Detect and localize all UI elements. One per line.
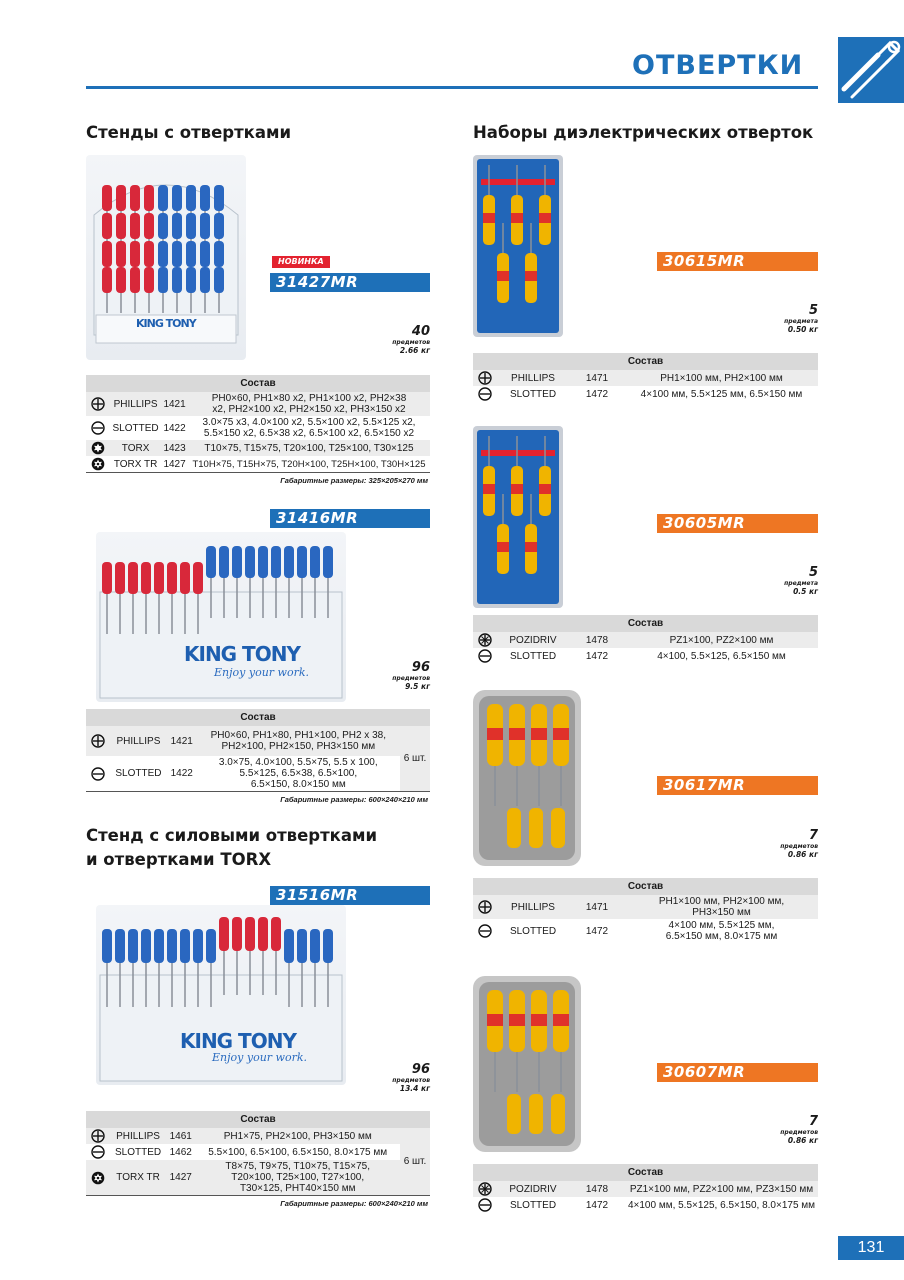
screwdriver-handle	[144, 185, 154, 211]
screwdriver-handle	[128, 562, 138, 594]
torx-icon	[91, 441, 105, 455]
item-count: 5	[808, 565, 818, 580]
screwdriver-handle	[245, 917, 255, 951]
screwdriver-handle	[186, 241, 196, 267]
screwdriver-handle	[130, 185, 140, 211]
screwdriver-handle	[310, 546, 320, 578]
bit-series: 1472	[585, 1199, 609, 1211]
bit-type: SLOTTED	[509, 925, 557, 937]
bit-sizes: 5.5×150 x2, 6.5×38 x2, 6.5×100 x2, 6.5×150 x2	[203, 428, 415, 439]
section-title-line: Стенд с силовыми отвертками	[86, 826, 378, 845]
bit-series: 1422	[163, 422, 186, 434]
slotted-icon	[478, 387, 492, 401]
screwdriver-handle	[144, 213, 154, 239]
screwdriver-handle	[154, 929, 164, 963]
stand-31416-photo	[96, 532, 346, 702]
table-row	[473, 648, 818, 664]
stand-31427-photo	[86, 155, 246, 360]
bit-series: 1471	[569, 370, 625, 386]
bit-type: SLOTTED	[509, 1199, 557, 1211]
product-code-31427MR: 31427MR	[270, 273, 430, 292]
item-unit: предметов	[780, 1129, 818, 1136]
phillips-icon	[91, 1129, 105, 1143]
screwdriver-handle	[186, 185, 196, 211]
torx-tr-icon	[91, 457, 105, 471]
item-count: 40	[411, 324, 430, 339]
handle-band	[525, 271, 537, 281]
bit-series: 1471	[569, 895, 625, 919]
dimensions-note: Габаритные размеры: 600×240×210 мм	[86, 1196, 430, 1211]
stand-brand-logo: KING TONY	[180, 1029, 296, 1053]
bit-type: POZIDRIV	[497, 1181, 569, 1197]
pozidriv-icon	[478, 1182, 492, 1196]
screwdriver-handle	[232, 546, 242, 578]
bit-sizes: PH0×60, PH1×80, PH1×100, PH2 x 38,	[210, 730, 386, 741]
table-row	[86, 456, 430, 473]
composition-table-30617MR	[473, 878, 818, 943]
bit-type: PHILLIPS	[110, 392, 161, 416]
bit-type: TORX TR	[113, 458, 158, 470]
bit-sizes: 6.5×150 мм, 8.0×175 мм	[665, 931, 778, 942]
screwdriver-handle	[116, 267, 126, 293]
screwdriver-handle	[144, 241, 154, 267]
bit-sizes: PZ1×100, PZ2×100 мм	[625, 632, 818, 648]
screwdriver-handle	[297, 546, 307, 578]
screwdriver-handle	[102, 185, 112, 211]
table-row	[473, 919, 818, 943]
product-code-30607MR: 30607MR	[657, 1063, 818, 1082]
product-code-31516MR: 31516MR	[270, 886, 430, 905]
screwdriver-handle	[116, 213, 126, 239]
item-count: 96	[411, 1062, 430, 1077]
table-row	[473, 1197, 818, 1213]
screwdriver-handle	[102, 241, 112, 267]
bit-type: PHILLIPS	[110, 726, 167, 756]
table-row	[86, 392, 430, 416]
table-row	[86, 1144, 430, 1160]
stand-brand-logo: KING TONY	[136, 317, 196, 330]
screwdriver-handle	[141, 929, 151, 963]
screwdriver-handle	[115, 562, 125, 594]
composition-table-30607MR	[473, 1164, 818, 1213]
screwdriver-handle	[271, 917, 281, 951]
item-unit: предметов	[392, 1077, 430, 1084]
screwdriver-handle	[172, 185, 182, 211]
table-row	[473, 1181, 818, 1197]
phillips-icon	[91, 734, 105, 748]
screwdriver-handle	[297, 929, 307, 963]
screwdriver-handle	[172, 213, 182, 239]
quantity-each: 6 шт.	[400, 1128, 430, 1196]
p2-count	[340, 661, 430, 692]
bit-sizes: 4×100, 5.5×125, 6.5×150 мм	[657, 650, 786, 662]
bit-series: 1423	[161, 440, 188, 456]
screwdriver-handle	[116, 185, 126, 211]
bit-sizes: 3.0×75, 4.0×100, 5.5×75, 5.5 x 100,	[218, 757, 378, 768]
section-title-power-stand	[86, 824, 377, 872]
screwdriver-handle	[115, 929, 125, 963]
item-weight: 2.66 кг	[399, 346, 430, 355]
table-header: Состав	[473, 353, 818, 370]
item-unit: предмета	[784, 580, 818, 587]
table-row	[473, 370, 818, 386]
section-title-insulated-sets: Наборы диэлектрических отверток	[473, 123, 814, 142]
slotted-icon	[91, 767, 105, 781]
bit-sizes: T10×75, T15×75, T20×100, T25×100, T30×125	[188, 440, 430, 456]
screwdriver-handle	[206, 546, 216, 578]
screwdriver-handle	[102, 213, 112, 239]
table-row	[473, 632, 818, 648]
blister-30615-photo	[473, 155, 563, 337]
bit-type: TORX TR	[110, 1160, 166, 1196]
page-header-title: ОТВЕРТКИ	[632, 50, 804, 81]
handle-band	[487, 728, 503, 740]
screwdriver-handle	[206, 929, 216, 963]
phillips-icon	[478, 900, 492, 914]
bit-type: PHILLIPS	[497, 895, 569, 919]
r1-count	[728, 304, 818, 335]
p3-count	[340, 1063, 430, 1094]
bit-sizes: PZ1×100 мм, PZ2×100 мм, PZ3×150 мм	[625, 1181, 818, 1197]
bit-series: 1421	[161, 392, 188, 416]
handle-band	[511, 484, 523, 494]
handle-band	[525, 542, 537, 552]
table-header: Состав	[86, 709, 430, 726]
table-row	[473, 895, 818, 919]
screwdriver-handle	[130, 213, 140, 239]
handle-band	[483, 213, 495, 223]
screwdriver-handle	[186, 267, 196, 293]
screwdriver-handle	[284, 929, 294, 963]
p1-count	[340, 325, 430, 356]
composition-table-30605MR	[473, 615, 818, 664]
bit-sizes: 5.5×100, 6.5×100, 6.5×150, 8.0×175 мм	[208, 1146, 388, 1158]
item-weight: 0.5 кг	[793, 587, 818, 596]
screwdriver-handle	[258, 917, 268, 951]
screwdriver-handle	[529, 808, 543, 848]
bit-type: SLOTTED	[509, 650, 557, 662]
screwdriver-handle	[529, 1094, 543, 1134]
screwdriver-handle	[551, 808, 565, 848]
handle-band	[509, 1014, 525, 1026]
screwdriver-handle	[167, 929, 177, 963]
item-unit: предметов	[780, 843, 818, 850]
item-weight: 0.86 кг	[787, 1136, 818, 1145]
screwdriver-handle	[186, 213, 196, 239]
screwdriver-handle	[102, 267, 112, 293]
handle-band	[531, 1014, 547, 1026]
screwdriver-handle	[200, 241, 210, 267]
item-count: 7	[808, 1114, 818, 1129]
slotted-icon	[478, 649, 492, 663]
screwdriver-handle	[102, 562, 112, 594]
product-code-30617MR: 30617MR	[657, 776, 818, 795]
screwdriver-handle	[323, 929, 333, 963]
item-weight: 13.4 кг	[399, 1084, 430, 1093]
screwdriver-handle	[158, 267, 168, 293]
bit-sizes: 5.5×125, 6.5×38, 6.5×100,	[239, 768, 358, 779]
table-header: Состав	[86, 1111, 430, 1128]
screwdriver-handle	[214, 185, 224, 211]
pozidriv-icon	[478, 633, 492, 647]
table-row	[86, 440, 430, 456]
bit-type: PHILLIPS	[110, 1128, 166, 1144]
table-header: Состав	[86, 375, 430, 392]
table-header: Состав	[473, 1164, 818, 1181]
screwdriver-wrench-icon	[838, 37, 904, 103]
table-row	[86, 416, 430, 440]
table-header: Состав	[473, 878, 818, 895]
item-count: 96	[411, 660, 430, 675]
bit-type: POZIDRIV	[497, 632, 569, 648]
handle-band	[497, 271, 509, 281]
table-row	[86, 1160, 430, 1196]
bit-series: 1478	[569, 632, 625, 648]
tray-30607-photo	[473, 976, 581, 1152]
slotted-icon	[478, 924, 492, 938]
handle-band	[487, 1014, 503, 1026]
bit-sizes: T30×125, PHT40×150 мм	[239, 1183, 356, 1194]
screwdriver-handle	[200, 213, 210, 239]
handle-band	[497, 542, 509, 552]
screwdriver-handle	[158, 241, 168, 267]
screwdriver-handle	[310, 929, 320, 963]
tray-30617-photo	[473, 690, 581, 866]
bit-series: 1422	[170, 768, 193, 779]
screwdriver-handle	[141, 562, 151, 594]
r3-count	[728, 829, 818, 860]
bit-sizes: PH1×100 мм, PH2×100 мм	[625, 370, 818, 386]
product-code-30605MR: 30605MR	[657, 514, 818, 533]
bit-sizes: PH3×150 мм	[692, 907, 751, 918]
slotted-icon	[478, 1198, 492, 1212]
screwdriver-handle	[180, 929, 190, 963]
screwdriver-handle	[323, 546, 333, 578]
dimensions-note: Габаритные размеры: 325×205×270 мм	[86, 473, 430, 488]
table-header: Состав	[473, 615, 818, 632]
section-title-line: и отвертками TORX	[86, 850, 272, 869]
bit-type: SLOTTED	[509, 388, 557, 400]
screwdriver-handle	[172, 267, 182, 293]
page-number: 131	[838, 1236, 904, 1260]
quantity-each: 6 шт.	[400, 726, 430, 792]
handle-band	[483, 484, 495, 494]
table-row	[473, 386, 818, 402]
composition-table-30615MR	[473, 353, 818, 402]
stand-brand-logo: KING TONY	[184, 642, 300, 666]
bit-sizes: PH1×100 мм, PH2×100 мм,	[658, 896, 785, 907]
composition-table-31427MR	[86, 375, 430, 487]
bit-series: 1478	[569, 1181, 625, 1197]
screwdriver-handle	[507, 808, 521, 848]
product-code-30615MR: 30615MR	[657, 252, 818, 271]
bit-series: 1427	[166, 1160, 195, 1196]
screwdriver-handle	[158, 185, 168, 211]
bit-type: SLOTTED	[112, 422, 159, 434]
table-row	[86, 1128, 430, 1144]
screwdriver-handle	[214, 213, 224, 239]
bit-sizes: PH1×75, PH2×100, PH3×150 мм	[195, 1128, 400, 1144]
dimensions-note: Габаритные размеры: 600×240×210 мм	[86, 792, 430, 807]
bit-type: PHILLIPS	[497, 370, 569, 386]
item-unit: предмета	[784, 318, 818, 325]
handle-band	[539, 484, 551, 494]
screwdriver-handle	[200, 185, 210, 211]
handle-band	[539, 213, 551, 223]
screwdriver-handle	[167, 562, 177, 594]
screwdriver-handle	[284, 546, 294, 578]
bit-type: TORX	[110, 440, 161, 456]
screwdriver-handle	[180, 562, 190, 594]
composition-table-31516MR	[86, 1111, 430, 1210]
item-weight: 0.86 кг	[787, 850, 818, 859]
screwdriver-handle	[245, 546, 255, 578]
screwdriver-handle	[116, 241, 126, 267]
bit-type: SLOTTED	[114, 1146, 162, 1158]
torx-tr-icon	[91, 1171, 105, 1185]
bit-sizes: T20×100, T25×100, T27×100,	[231, 1172, 365, 1183]
phillips-icon	[91, 397, 105, 411]
bit-series: 1472	[585, 388, 609, 400]
item-count: 7	[808, 828, 818, 843]
screwdriver-handle	[154, 562, 164, 594]
r4-count	[728, 1115, 818, 1146]
screwdriver-handle	[193, 929, 203, 963]
blister-30605-photo	[473, 426, 563, 608]
bit-sizes: T8×75, T9×75, T10×75, T15×75,	[225, 1161, 370, 1172]
item-unit: предметов	[392, 339, 430, 346]
bit-series: 1472	[585, 650, 609, 662]
bit-sizes: 4×100 мм, 5.5×125 мм,	[668, 920, 775, 931]
bit-sizes: T10H×75, T15H×75, T20H×100, T25H×100, T30H×125	[192, 458, 426, 470]
bit-series: 1427	[163, 458, 186, 470]
slotted-icon	[91, 421, 105, 435]
section-title-stands: Стенды с отвертками	[86, 123, 292, 142]
screwdriver-handle	[193, 562, 203, 594]
bit-sizes: 4×100 мм, 5.5×125 мм, 6.5×150 мм	[640, 388, 803, 400]
bit-type: SLOTTED	[115, 768, 162, 779]
screwdriver-handle	[172, 241, 182, 267]
slotted-icon	[91, 1145, 105, 1159]
screwdriver-handle	[144, 267, 154, 293]
bit-sizes: 3.0×75 x3, 4.0×100 x2, 5.5×100 x2, 5.5×125 x2,	[202, 417, 416, 428]
screwdriver-handle	[158, 213, 168, 239]
handle-band	[553, 1014, 569, 1026]
bit-sizes: 6.5×150, 8.0×150 мм	[250, 779, 346, 790]
composition-table-31416MR	[86, 709, 430, 806]
item-weight: 9.5 кг	[405, 682, 430, 691]
table-row	[86, 726, 430, 756]
handle-band	[511, 213, 523, 223]
stand-slogan: Enjoy your work.	[214, 666, 309, 679]
bit-series: 1472	[585, 925, 609, 937]
screwdriver-handle	[219, 546, 229, 578]
bit-sizes: x2, PH2×100 x2, PH2×150 x2, PH3×150 x2	[212, 404, 406, 415]
r2-count	[728, 566, 818, 597]
handle-band	[531, 728, 547, 740]
stand-slogan: Enjoy your work.	[212, 1051, 307, 1064]
screwdriver-handle	[271, 546, 281, 578]
handle-band	[553, 728, 569, 740]
screwdriver-handle	[232, 917, 242, 951]
bit-sizes: PH2×100, PH2×150, PH3×150 мм	[221, 741, 376, 752]
new-badge: НОВИНКА	[272, 256, 330, 268]
header-rule	[86, 86, 818, 89]
screwdriver-handle	[214, 267, 224, 293]
screwdriver-handle	[130, 267, 140, 293]
product-code-31416MR: 31416MR	[270, 509, 430, 528]
bit-sizes: PH0×60, PH1×80 x2, PH1×100 x2, PH2×38	[211, 393, 407, 404]
screwdriver-handle	[214, 241, 224, 267]
item-weight: 0.50 кг	[787, 325, 818, 334]
screwdriver-handle	[200, 267, 210, 293]
bit-series: 1421	[167, 726, 197, 756]
stand-31516-photo	[96, 905, 346, 1085]
bit-sizes: 4×100 мм, 5.5×125, 6.5×150, 8.0×175 мм	[627, 1199, 816, 1211]
screwdriver-handle	[219, 917, 229, 951]
phillips-icon	[478, 371, 492, 385]
screwdriver-handle	[258, 546, 268, 578]
screwdriver-handle	[130, 241, 140, 267]
screwdriver-handle	[551, 1094, 565, 1134]
screwdriver-handle	[102, 929, 112, 963]
handle-band	[509, 728, 525, 740]
screwdriver-handle	[128, 929, 138, 963]
item-count: 5	[808, 303, 818, 318]
bit-series: 1461	[166, 1128, 195, 1144]
bit-series: 1462	[169, 1146, 192, 1158]
item-unit: предметов	[392, 675, 430, 682]
screwdriver-handle	[507, 1094, 521, 1134]
table-row	[86, 756, 430, 792]
